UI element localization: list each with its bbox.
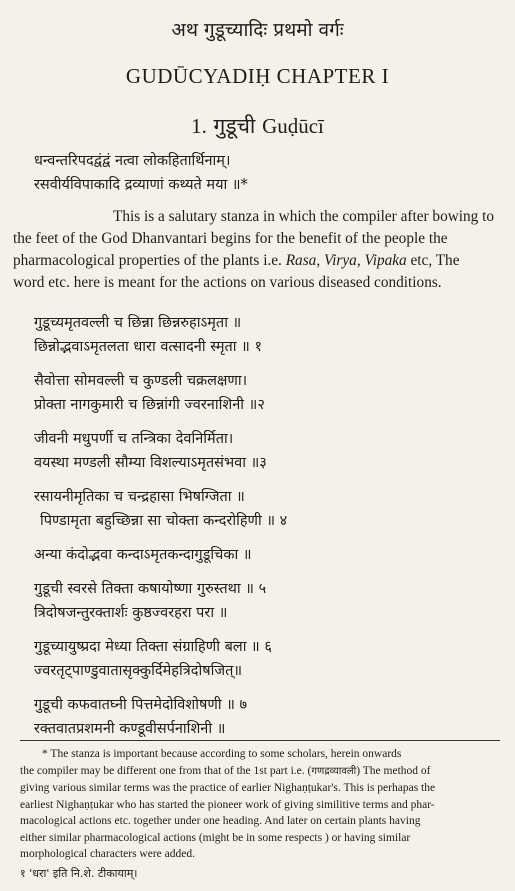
term-virya: Virya: [323, 252, 357, 269]
verse-line: गुडूची कफवातघ्नी पित्तमेदोविशोषणी ॥ ७: [34, 697, 248, 713]
verse-line: छिन्नोद्भवाऽमृतलता धारा वत्सादनी स्मृता ॥ १: [34, 339, 262, 355]
footnote: [20, 746, 500, 863]
commentary: [13, 206, 503, 294]
footnote-line: the compiler may be different one from that of the 1st part i.e. (गणद्रव्यावली) The method of: [20, 764, 431, 777]
footnote-line: giving various similar terms was the practice of earlier Nighaṇṭukar's. This is perhapas the: [20, 782, 436, 794]
invocation-line: धन्वन्तरिपदद्वंद्वं नत्वा लोकहितार्थिनाम्।: [34, 153, 231, 169]
verse-line: रसायनीमृतिका च चन्द्रहासा भिषग्जिता ॥: [34, 489, 245, 505]
commentary-line: This is a salutary stanza in which the compiler after bowing to: [113, 208, 495, 225]
verse-line: गुडूची स्वरसे तिक्ता कषायोष्णा गुरुस्तथा ॥ ५: [34, 581, 267, 597]
footnote-line: earliest Nighaṇṭukar who has started the pioneer work of giving similitive terms and phar-: [20, 798, 435, 811]
invocation-line: रसवीर्यविपाकादि द्रव्याणां कथ्यते मया ॥*: [34, 177, 248, 193]
commentary-line: pharmacological properties of the plants i.e. Rasa, Virya, Vipaka etc, The: [13, 252, 460, 269]
chapter-title: GUDŪCYADIḤ CHAPTER I: [125, 64, 390, 88]
verse-line: रक्तवातप्रशमनी कण्डूवीसर्पनाशिनी ॥: [34, 721, 226, 737]
verse-line: प्रोक्ता नागकुमारी च छिन्नांगी ज्वरनाशिनी ॥२: [34, 397, 265, 413]
verse-line: गुडूच्यायुष्प्रदा मेध्या तिक्ता संग्राहिणी बला ॥ ६: [34, 639, 272, 655]
section-number: 1.: [191, 114, 207, 138]
section-sanskrit: गुडूची: [213, 114, 256, 138]
verse-line: त्रिदोषजन्तुरक्तार्शः कुष्ठज्वरहरा परा ॥: [34, 605, 228, 621]
term-vipaka: Vipaka: [364, 252, 407, 269]
footnote-line: either similar pharmacological actions (might be in some respects ) or having similar: [20, 831, 411, 844]
section-roman: Guḍūcī: [262, 114, 324, 138]
footnote-line: morphological characters were added.: [20, 848, 195, 860]
sanskrit-title: अथ गुडूच्यादिः प्रथमो वर्गः: [171, 19, 344, 41]
verse-line: पिण्डामृता बहुच्छिन्ना सा चोक्ता कन्दरोहिणी ॥ ४: [40, 513, 288, 529]
commentary-line: the feet of the God Dhanvantari begins for the benefit of the people the: [13, 230, 448, 247]
variant-reading-note: १ 'धरा' इति नि.शे. टीकायाम्।: [20, 867, 138, 880]
verse-line: जीवनी मधुपर्णी च तन्त्रिका देवनिर्मिता।: [34, 431, 234, 447]
term-rasa: Rasa: [285, 252, 317, 269]
section-heading: [0, 112, 515, 140]
verse-line: सैवोत्ता सोमवल्ली च कुण्डली चक्रलक्षणा।: [34, 373, 248, 389]
verse-line: अन्या कंदोद्भवा कन्दाऽमृतकन्दागुडूचिका ॥: [34, 547, 252, 563]
footnote-line: macological actions etc. together under one heading. And later on certain plants having: [20, 815, 421, 827]
commentary-line: word etc. here is meant for the actions on various diseased conditions.: [13, 274, 442, 291]
footnote-line: * The stanza is important because according to some scholars, herein onwards: [42, 748, 402, 760]
verse-line: वयस्था मण्डली सौम्या विशल्याऽमृतसंभवा ॥३: [34, 455, 267, 471]
footnote-divider: [20, 740, 500, 741]
verse-line: गुडूच्यमृतवल्ली च छिन्ना छिन्नरुहाऽमृता ॥: [34, 315, 242, 331]
verse-line: ज्वरतृट्पाण्डुवातासृक्कुर्दिमेहत्रिदोषजित्॥: [34, 663, 243, 679]
